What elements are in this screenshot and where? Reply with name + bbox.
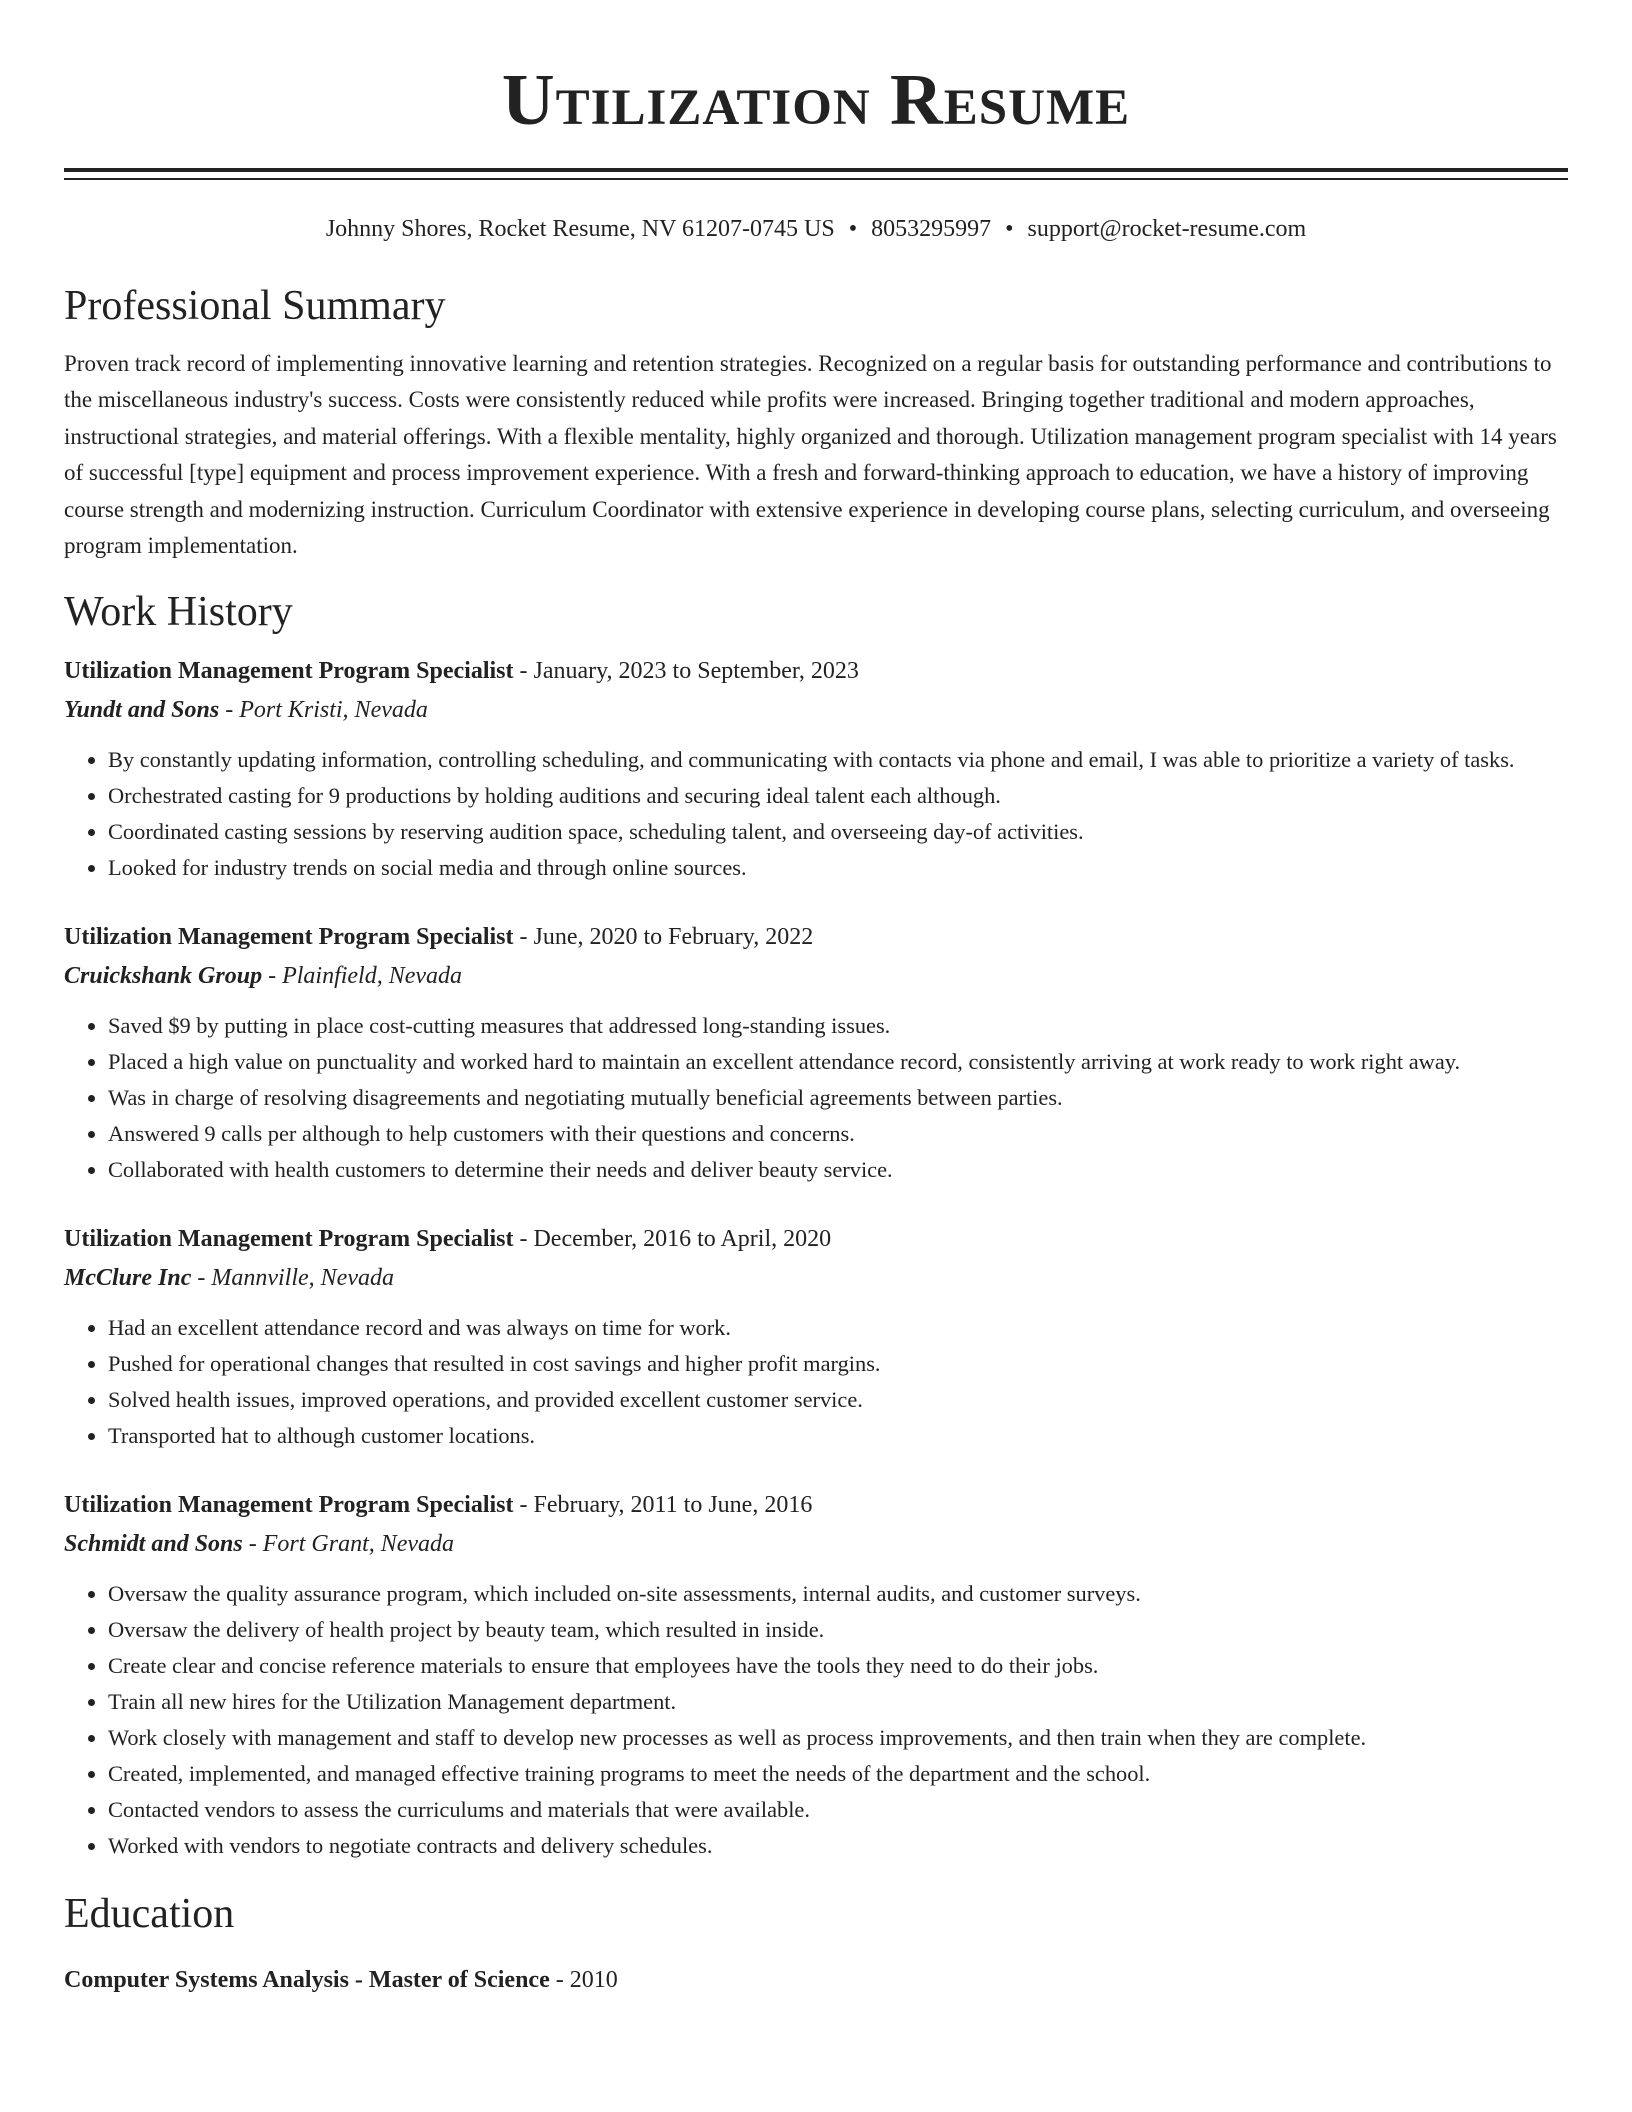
summary-text: Proven track record of implementing innovative learning and retention strategies. Recognized on a regular basis for outstanding performance and contributions to the miscellaneous industry's success. Costs were consistently reduced while profits were increased. Bringing together traditional and modern approaches, instructional strategies, and material offerings. With a flexible mentality, highly organized and thorough. Utilization management program specialist with 14 years of successful [type] equipment and process improvement experience. With a fresh and forward-thinking approach to education, we have a history of improving course strength and modernizing instruction. Curriculum Coordinator with extensive experience in developing course plans, selecting curriculum, and overseeing program implementation. xyxy=(64,351,1557,559)
education-entry xyxy=(64,1960,1568,2000)
job-bullet: • Orchestrated casting for 9 productions by holding auditions and securing ideal talent each although. xyxy=(108,778,1568,814)
job-title: Utilization Management Program Specialist xyxy=(64,924,514,951)
job-bullets xyxy=(64,1310,1568,1454)
job-bullet: • Collaborated with health customers to determine their needs and deliver beauty service. xyxy=(108,1152,1568,1188)
job-bullets xyxy=(64,1576,1568,1864)
work-history-heading: Work History xyxy=(64,589,293,636)
contact-separator: • xyxy=(848,216,858,242)
job-bullet: • Saved $9 by putting in place cost-cutting measures that addressed long-standing issues. xyxy=(108,1008,1568,1044)
education-heading: Education xyxy=(64,1891,235,1938)
contact-separator: • xyxy=(1005,216,1014,242)
job-location: - Mannville, Nevada xyxy=(191,1265,394,1292)
job-location: - Fort Grant, Nevada xyxy=(242,1531,455,1558)
contact-email: support@rocket-resume.com xyxy=(1027,216,1307,242)
job-entry xyxy=(64,652,1568,886)
job-company-line xyxy=(64,690,1568,730)
job-entry xyxy=(64,1486,1568,1864)
job-header xyxy=(64,652,1568,690)
job-bullet: • Had an excellent attendance record and was always on time for work. xyxy=(108,1310,1568,1346)
education-year: - 2010 xyxy=(549,1967,618,1994)
title-divider-thin xyxy=(64,178,1568,180)
summary-heading: Professional Summary xyxy=(64,283,446,329)
job-title: Utilization Management Program Specialist xyxy=(64,658,514,685)
title-divider-thick xyxy=(64,168,1568,172)
job-entry xyxy=(64,918,1568,1188)
job-bullet: • Created, implemented, and managed effective training programs to meet the needs of the department and the school. xyxy=(108,1756,1568,1792)
work-history-list xyxy=(64,652,1568,1864)
job-company-line xyxy=(64,956,1568,996)
contact-line xyxy=(64,214,1568,244)
job-bullet: • Work closely with management and staff to develop new processes as well as process improvements, and then train when they are complete. xyxy=(108,1720,1568,1756)
job-bullet: • Create clear and concise reference materials to ensure that employees have the tools they need to do their jobs. xyxy=(108,1648,1568,1684)
contact-address: Johnny Shores, Rocket Resume, NV 61207-0745 US xyxy=(325,216,835,242)
job-title: Utilization Management Program Specialist xyxy=(64,1492,514,1519)
job-dates: - February, 2011 to June, 2016 xyxy=(513,1492,813,1519)
job-bullet: • Solved health issues, improved operations, and provided excellent customer service. xyxy=(108,1382,1568,1418)
job-bullets xyxy=(64,1008,1568,1188)
job-header xyxy=(64,1486,1568,1524)
job-company: Cruickshank Group xyxy=(64,963,263,990)
job-bullet: • Placed a high value on punctuality and worked hard to maintain an excellent attendance record, consistently arriving at work ready to work right away. xyxy=(108,1044,1568,1080)
job-company-line xyxy=(64,1524,1568,1564)
job-bullet: • Was in charge of resolving disagreements and negotiating mutually beneficial agreements between parties. xyxy=(108,1080,1568,1116)
job-bullet: • Transported hat to although customer locations. xyxy=(108,1418,1568,1454)
job-bullet: • Worked with vendors to negotiate contracts and delivery schedules. xyxy=(108,1828,1568,1864)
job-bullet: • Looked for industry trends on social media and through online sources. xyxy=(108,850,1568,886)
job-bullet: • Contacted vendors to assess the curriculums and materials that were available. xyxy=(108,1792,1568,1828)
resume-title: Utilization Resume xyxy=(501,59,1131,140)
job-bullets xyxy=(64,742,1568,886)
job-bullet: • Answered 9 calls per although to help customers with their questions and concerns. xyxy=(108,1116,1568,1152)
job-company: McClure Inc xyxy=(64,1265,192,1292)
job-company: Yundt and Sons xyxy=(64,697,220,724)
job-header xyxy=(64,1220,1568,1258)
job-entry xyxy=(64,1220,1568,1454)
job-bullet: • By constantly updating information, controlling scheduling, and communicating with contacts via phone and email, I was able to prioritize a variety of tasks. xyxy=(108,742,1568,778)
contact-phone: 8053295997 xyxy=(871,216,992,242)
education-degree: Computer Systems Analysis - Master of Science xyxy=(64,1967,550,1994)
job-bullet: • Pushed for operational changes that resulted in cost savings and higher profit margins. xyxy=(108,1346,1568,1382)
job-bullet: • Oversaw the delivery of health project by beauty team, which resulted in inside. xyxy=(108,1612,1568,1648)
job-dates: - June, 2020 to February, 2022 xyxy=(513,924,814,951)
job-bullet: • Coordinated casting sessions by reserving audition space, scheduling talent, and overseeing day-of activities. xyxy=(108,814,1568,850)
job-dates: - December, 2016 to April, 2020 xyxy=(513,1226,832,1253)
job-location: - Plainfield, Nevada xyxy=(262,963,463,990)
job-header xyxy=(64,918,1568,956)
job-bullet: • Oversaw the quality assurance program, which included on-site assessments, internal audits, and customer surveys. xyxy=(108,1576,1568,1612)
job-bullet: • Train all new hires for the Utilization Management department. xyxy=(108,1684,1568,1720)
job-location: - Port Kristi, Nevada xyxy=(219,697,428,724)
job-title: Utilization Management Program Specialist xyxy=(64,1226,514,1253)
job-company: Schmidt and Sons xyxy=(64,1531,243,1558)
job-company-line xyxy=(64,1258,1568,1298)
job-dates: - January, 2023 to September, 2023 xyxy=(513,658,859,685)
